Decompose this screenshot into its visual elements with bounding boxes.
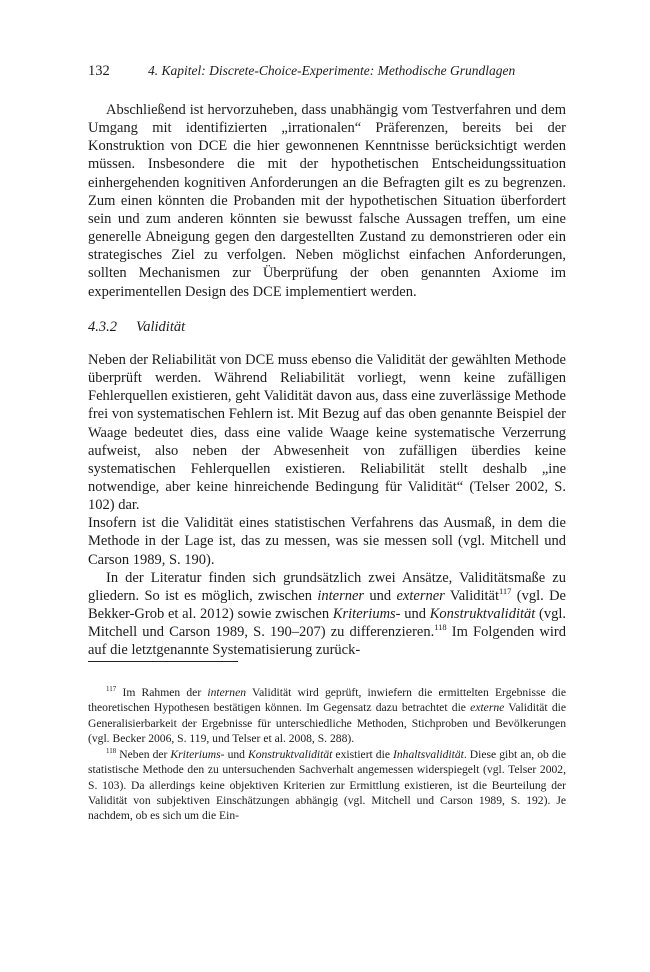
text-run: und <box>364 587 397 604</box>
italic-term: Konstruktvalidität <box>429 606 536 623</box>
paragraph: Neben der Reliabilität von DCE muss ebenso die Validität der gewählten Methode überprüft werden. Während Reliabilität vorliegt, wenn keine zufälligen Fehlerquellen existieren, geht Validität davon aus, dass eine zuverlässige Methode frei von systematischen Fehlern ist. Mit Bezug auf das oben genannte Beispiel der Waage bedeutet dies, dass eine valide Waage keine systematische Verzerrung aufweist, also neben der Abwesenheit von zufälligen überdies keine systematischen Fehlerquellen existieren. Reliabilität stellt deshalb „ine notwendige, aber keine hinreichende Bedingung für Validität“ (Telser 2002, S. 102) dar. <box>88 351 566 514</box>
footnote-118 <box>88 747 566 823</box>
text-run: . Diese gibt an, ob die statistische Methode den zu untersuchenden Sachverhalt angemessen widerspiegelt (vgl. Telser 2002, S. 103). Da allerdings keine objektiven Kriterien zur Ermittlung existieren, ist die Beurteilung der Validität von subjektiven Einschätzungen abhängig (vgl. Mitchell und Carson 1989, S. 192). Je nachdem, ob es sich um die Ein- <box>88 748 566 823</box>
italic-term: internen <box>207 686 247 699</box>
text-run: und <box>400 606 430 623</box>
text-run: Im Folgenden wird auf die letztgenannte Systematisierung zurück- <box>88 624 566 659</box>
main-text <box>88 101 566 660</box>
text-run: und <box>224 748 248 762</box>
text-run: Validität wird geprüft, inwiefern die ermittelten Ergebnisse die theoretischen Hypothesen bestätigen können. Im Gegensatz dazu betrachtet die <box>88 686 566 715</box>
paragraph: Insofern ist die Validität eines statistischen Verfahrens das Ausmaß, in dem die Methode in der Lage ist, das zu messen, was sie messen soll (vgl. Mitchell und Carson 1989, S. 190). <box>88 515 566 568</box>
footnote-117 <box>88 685 566 746</box>
italic-term: externer <box>396 587 445 604</box>
page-number: 132 <box>88 63 110 79</box>
italic-term: interner <box>317 587 365 604</box>
italic-term: Kriteriums- <box>170 748 225 762</box>
text-run: Validität <box>444 587 499 604</box>
section-heading <box>88 318 566 336</box>
italic-term: Konstruktvalidität <box>248 748 333 762</box>
section-number: 4.3.2 <box>88 318 117 335</box>
running-title: 4. Kapitel: Discrete-Choice-Experimente: Methodische Grundlagen <box>148 63 516 78</box>
italic-term: externe <box>470 701 505 715</box>
section-title: Validität <box>136 318 186 335</box>
italic-term: Inhaltsvalidität <box>393 748 464 762</box>
paragraph <box>88 569 566 660</box>
text-run: Im Rahmen der <box>116 686 208 699</box>
footnote-separator <box>88 661 238 662</box>
text-run: (vgl. Mitchell und Carson 1989, S. 190–207) zu differenzieren. <box>88 606 567 641</box>
text-run: In der Literatur finden sich grundsätzlich zwei Ansätze, Validitätsmaße zu gliedern. So ist es möglich, zwischen <box>88 569 566 604</box>
text-run: (vgl. De Bekker-Grob et al. 2012) sowie zwischen <box>88 587 566 623</box>
text-run: Validität die Generalisierbarkeit der Ergebnisse für unterschiedliche Methoden, Stichproben und Bevölkerungen (vgl. Becker 2006, S. 119, und Telser et al. 2008, S. 288). <box>88 701 566 745</box>
footnote-ref-117[interactable]: 117 <box>499 585 512 596</box>
footnotes <box>88 685 566 825</box>
text-run: existiert die <box>332 748 394 762</box>
paragraph: Abschließend ist hervorzuheben, dass unabhängig vom Testverfahren und dem Umgang mit identifizierten „irrationalen“ Präferenzen, bereits bei der Konstruktion von DCE die hier gewonnenen Kenntnisse berücksichtigt werden müssen. Insbesondere die mit der hypothetischen Entscheidungssituation einhergehenden kognitiven Anforderungen an die Befragten gilt es zu begrenzen. Zum einen könnten die Probanden mit der hypothetischen Situation überfordert sein und zum anderen könnten sie bewusst falsche Aussagen treffen, um eine generelle Abneigung gegen den dargestellten Zustand zu demonstrieren oder ein strategisches Ziel zu verfolgen. Neben möglichst einfachen Anforderungen, sollten Mechanismen zur Überprüfung der oben genannten Axiome im experimentellen Design des DCE implementiert werden. <box>88 102 566 300</box>
footnote-ref-118[interactable]: 118 <box>434 622 447 633</box>
italic-term: Kriteriums- <box>332 606 401 623</box>
text-run: Neben der <box>116 748 171 762</box>
page-header <box>88 62 566 80</box>
footnote-number: 117 <box>106 685 117 693</box>
footnote-number: 118 <box>106 747 117 756</box>
